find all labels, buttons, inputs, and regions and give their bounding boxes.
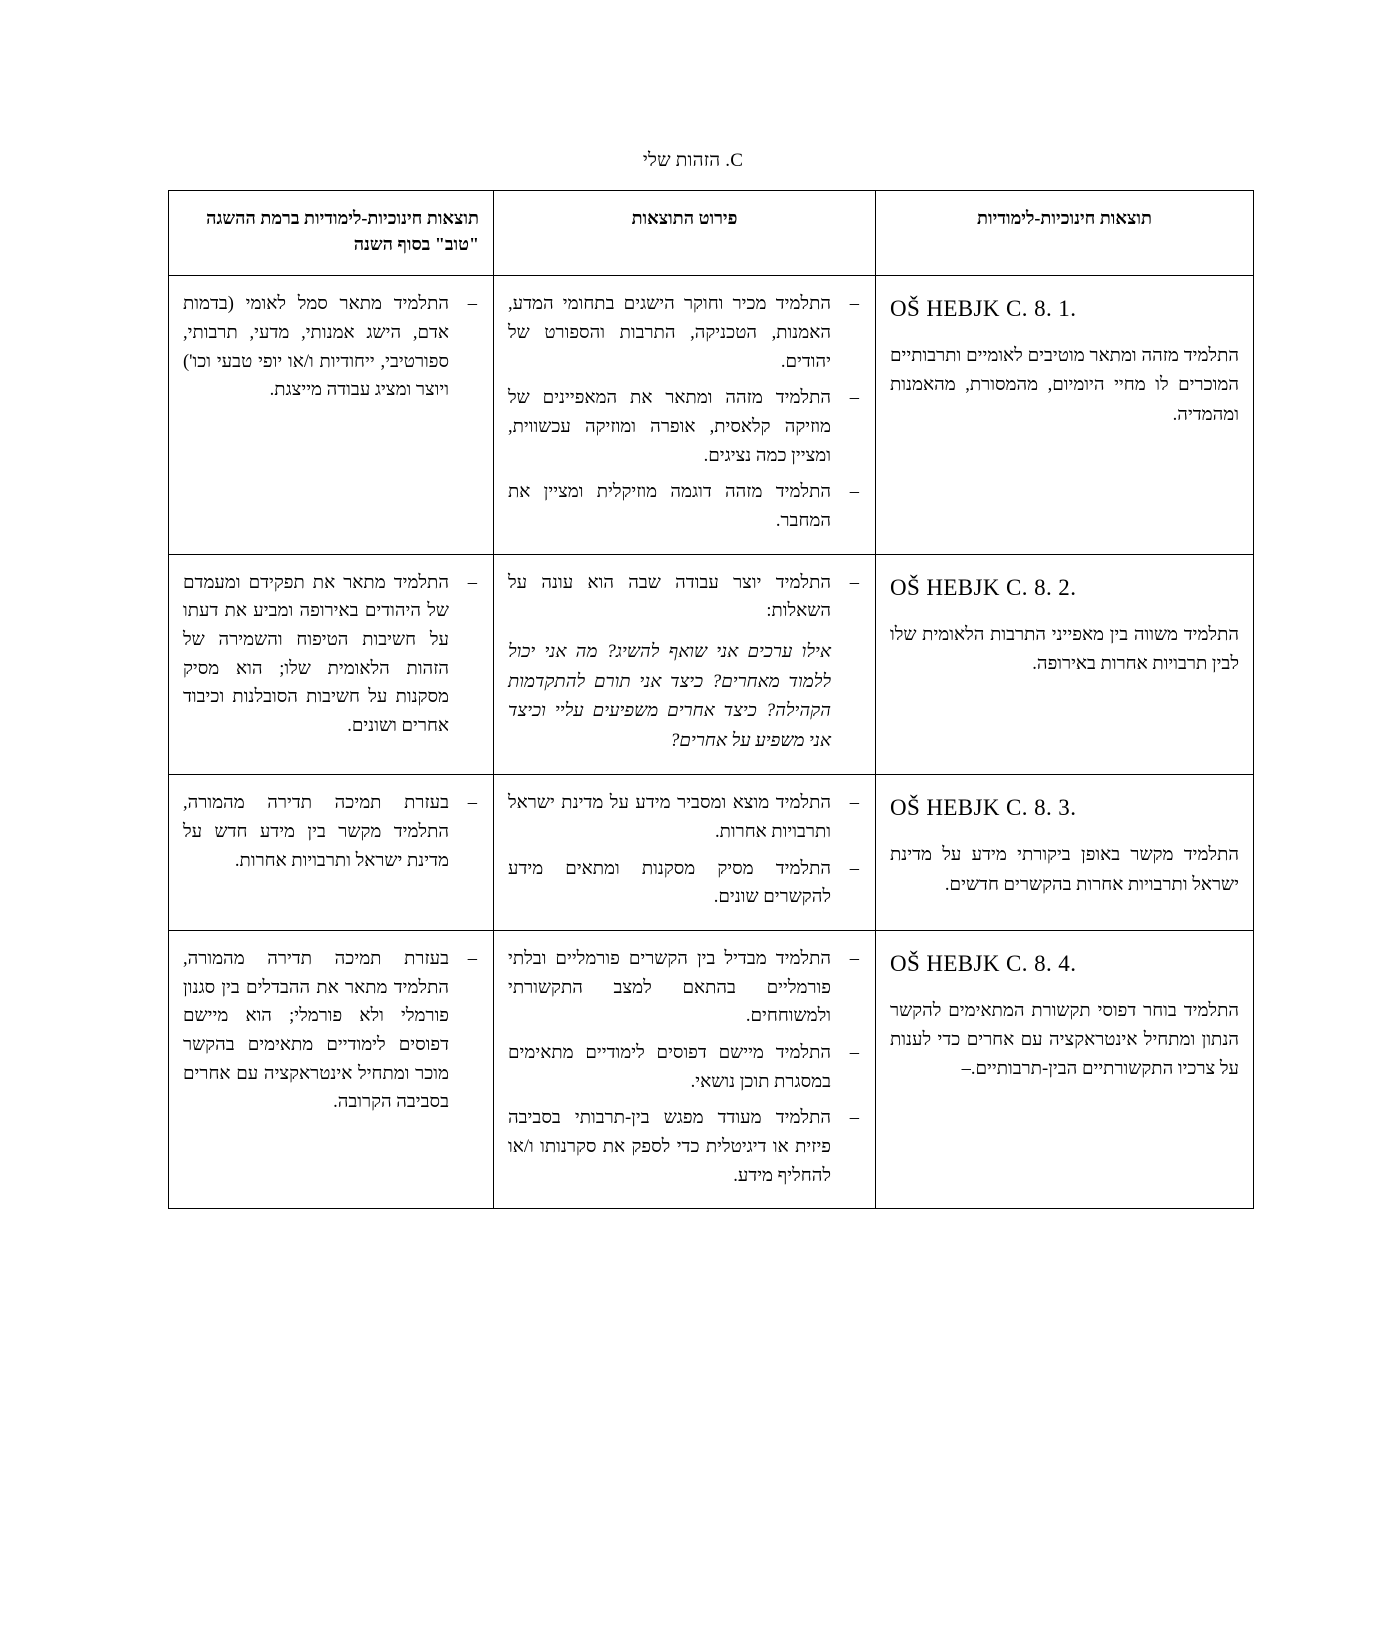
- details-cell: [494, 930, 876, 1208]
- outcome-description: התלמיד מקשר באופן ביקורתי מידע על מדינת ישראל ותרבויות אחרות בהקשרים חדשים.: [890, 845, 1239, 895]
- details-cell: [494, 276, 876, 554]
- level-list: [183, 290, 479, 405]
- level-list: [183, 789, 479, 875]
- outcome-cell: [876, 930, 1254, 1208]
- outcome-description: התלמיד בוחר דפוסי תקשורת המתאימים להקשר הנתון ומתחיל אינטראקציה עם אחרים כדי לענות על צרכיו התקשורתיים הבין-תרבותיים.–: [890, 1000, 1239, 1080]
- list-item: – התלמיד מוצא ומסביר מידע על מדינת ישראל ותרבויות אחרות.: [508, 789, 861, 846]
- details-questions: אילו ערכים אני שואף להשיג? מה אני יכול ללמוד מאחרים? כיצד אני תורם להתקדמות הקהילה? כיצד אחרים משפיעים עליי וכיצד אני משפיע על אחרים?: [508, 641, 831, 751]
- outcome-code: OŠ HEBJK C. 8. 3.: [890, 795, 1077, 821]
- page-title: C. הזהות שלי: [642, 150, 744, 171]
- level-list: [183, 945, 479, 1117]
- list-item: – התלמיד מזהה ומתאר את המאפיינים של מוזיקה קלאסית, אופרה ומוזיקה עכשווית, ומציין כמה נציגים.: [508, 384, 861, 470]
- outcome-cell: [876, 276, 1254, 554]
- column-header-outcomes: תוצאות חינוכיות-לימודיות: [876, 191, 1254, 276]
- list-item: – התלמיד מזהה דוגמה מוזיקלית ומציין את המחבר.: [508, 478, 861, 535]
- outcome-code: OŠ HEBJK C. 8. 1.: [890, 296, 1077, 322]
- level-cell: [169, 930, 494, 1208]
- outcome-cell: [876, 554, 1254, 775]
- details-list: [508, 569, 861, 757]
- list-item: – התלמיד מבדיל בין הקשרים פורמליים ובלתי פורמליים בהתאם למצב התקשורתי ולמשוחחים.: [508, 945, 861, 1031]
- list-item-text: התלמיד יוצר עבודה שבה הוא עונה על השאלות:: [508, 572, 831, 622]
- list-item: – התלמיד מיישם דפוסים לימודיים מתאימים במסגרת תוכן נושאי.: [508, 1039, 861, 1096]
- details-cell: [494, 554, 876, 775]
- details-list: [508, 945, 861, 1190]
- list-item: – התלמיד מתאר סמל לאומי (בדמות אדם, הישג אמנותי, מדעי, תרבותי, ספורטיבי, ייחודיות ו/או יופי טבעי וכו') ויוצר ומציג עבודה מייצגת.: [183, 290, 479, 405]
- level-cell: [169, 775, 494, 931]
- table-row: [169, 930, 1254, 1208]
- level-cell: [169, 554, 494, 775]
- learning-outcomes-table: [168, 190, 1254, 1209]
- table-row: [169, 554, 1254, 775]
- outcome-cell: [876, 775, 1254, 931]
- outcome-code: OŠ HEBJK C. 8. 2.: [890, 574, 1077, 600]
- details-list: [508, 789, 861, 912]
- details-cell: [494, 775, 876, 931]
- outcome-code: OŠ HEBJK C. 8. 4.: [890, 950, 1077, 976]
- level-cell: [169, 276, 494, 554]
- table-header-row: [169, 191, 1254, 276]
- outcome-description: התלמיד מזהה ומתאר מוטיבים לאומיים ותרבותיים המוכרים לו מחיי היומיום, מהמסורת, מהאמנות ומהמדיה.: [890, 346, 1239, 425]
- details-list: [508, 290, 861, 535]
- list-item: – בעזרת תמיכה תדירה מהמורה, התלמיד מתאר את ההבדלים בין סגנון פורמלי ולא פורמלי; הוא מיישם דפוסים לימודיים מתאימים בהקשר מוכר ומתחיל אינטראקציה עם אחרים בסביבה הקרובה.: [183, 945, 479, 1117]
- list-item: – התלמיד מכיר וחוקר הישגים בתחומי המדע, האמנות, הטכניקה, התרבות והספורט של יהודים.: [508, 290, 861, 376]
- table-row: [169, 276, 1254, 554]
- list-item: – התלמיד מסיק מסקנות ומתאים מידע להקשרים שונים.: [508, 855, 861, 912]
- list-item: – התלמיד מתאר את תפקידם ומעמדם של היהודים באירופה ומביע את דעתו על חשיבות הטיפוח והשמירה של הזהות הלאומית שלו; הוא מסיק מסקנות על חשיבות הסובלנות וכיבוד אחרים ושונים.: [183, 569, 479, 741]
- list-item: [508, 569, 861, 757]
- outcome-description: התלמיד משווה בין מאפייני התרבות הלאומית שלו לבין תרבויות אחרות באירופה.: [890, 624, 1239, 674]
- column-header-level: תוצאות חינוכיות-לימודיות ברמת ההשגה "טוב" בסוף השנה: [169, 191, 494, 276]
- table-row: [169, 775, 1254, 931]
- list-item: – התלמיד מעודד מפגש בין-תרבותי בסביבה פיזית או דיגיטלית כדי לספק את סקרנותו ו/או להחליף מידע.: [508, 1104, 861, 1190]
- level-list: [183, 569, 479, 741]
- list-item: – בעזרת תמיכה תדירה מהמורה, התלמיד מקשר בין מידע חדש על מדינת ישראל ותרבויות אחרות.: [183, 789, 479, 875]
- column-header-details: פירוט התוצאות: [494, 191, 876, 276]
